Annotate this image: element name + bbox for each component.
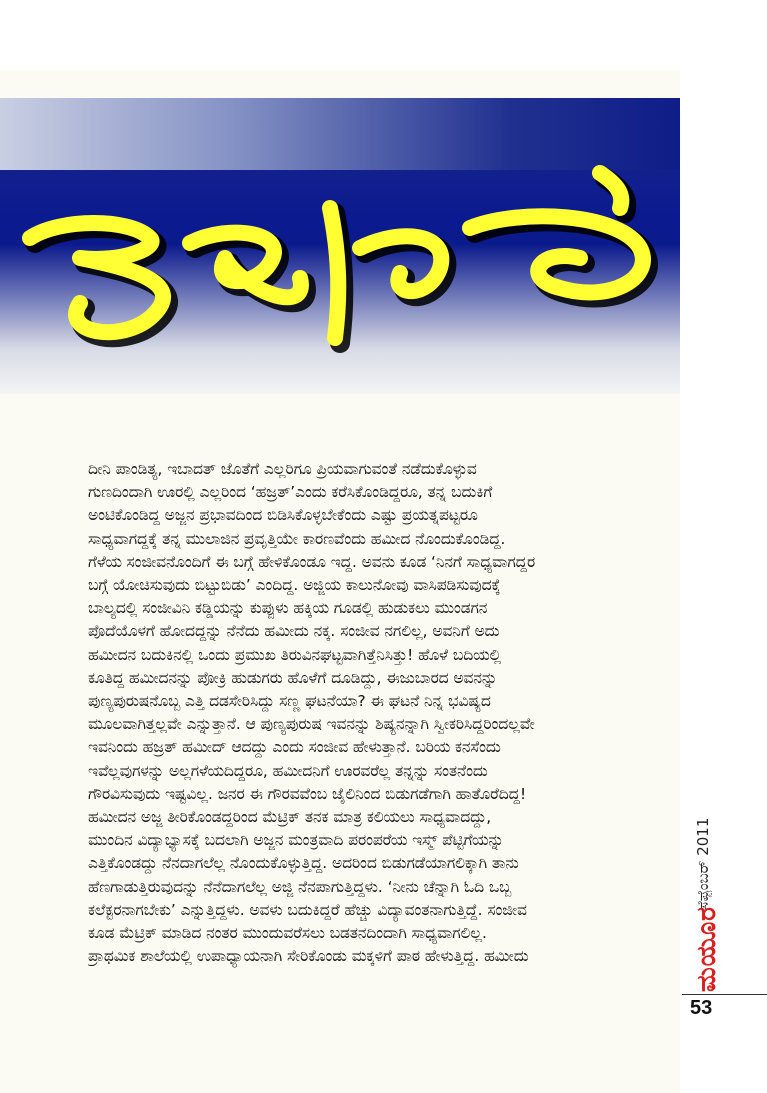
body-line: ಇವನಿಂದು ಹಜ್ರತ್ ಹಮೀದ್ ಆದದ್ದು ಎಂದು ಸಂಜೀವ ಹೇಳುತ್ತಾನೆ. ಬರಿಯ ಕನಸೆಂದು xyxy=(88,738,501,757)
article-body xyxy=(88,458,660,968)
body-line: ಹಮೀದನ ಬದುಕಿನಲ್ಲಿ ಒಂದು ಪ್ರಮುಖ ತಿರುವಿನಘಟ್ಟವಾಗಿತ್ತೆನಿಸಿತ್ತು! ಹೊಳೆ ಬದಿಯಲ್ಲಿ xyxy=(88,645,502,664)
page-number: 53 xyxy=(690,997,713,1019)
body-line: ಪೊದೆಯೊಳಗೆ ಹೋದದ್ದನ್ನು ನೆನೆದು ಹಮೀದು ನಕ್ಕ. ಸಂಜೀವ ನಗಲಿಲ್ಲ, ಅವನಿಗೆ ಅದು xyxy=(88,622,500,641)
body-line: ಇವೆಲ್ಲವುಗಳನ್ನು ಅಲ್ಲಗಳೆಯದಿದ್ದರೂ, ಹಮೀದನಿಗೆ ಊರವರೆಲ್ಲ ತನ್ನನ್ನು ಸಂತನೆಂದು xyxy=(88,761,488,780)
body-line: ಎತ್ತಿಕೊಂಡದ್ದು ನೆನದಾಗಲೆಲ್ಲ ನೊಂದುಕೊಳ್ಳುತ್ತಿದ್ದ. ಅದರಿಂದ ಬಿಡುಗಡೆಯಾಗಲಿಕ್ಕಾಗಿ ತಾನು xyxy=(88,854,519,873)
body-line: ಕಲೆಕ್ಟರನಾಗಬೇಕು’ ಎನ್ನುತ್ತಿದ್ದಳು. ಅವಳು ಬದುಕಿದ್ದರೆ ಹೆಚ್ಚು ವಿದ್ಯಾವಂತನಾಗುತ್ತಿದ್ದೆ. ಸಂಜೀವ xyxy=(88,900,527,919)
body-line: ಬಾಲ್ಯದಲ್ಲಿ ಸಂಜೀವಿನಿ ಕಡ್ಡಿಯನ್ನು ಕುಪ್ಪುಳು ಹಕ್ಕಿಯ ಗೂಡಲ್ಲಿ ಹುಡುಕಲು ಮುಂಡಗನ xyxy=(88,599,488,618)
magazine-logo: ಮಯೂರ xyxy=(692,906,722,992)
body-line: ಬಗ್ಗೆ ಯೋಚಿಸುವುದು ಬಿಟ್ಟುಬಿಡು’ ಎಂದಿದ್ದ. ಅಜ್ಜಿಯ ಕಾಲುನೋವು ವಾಸಿಪಡಿಸುವುದಕ್ಕೆ xyxy=(88,576,501,595)
body-line: ಕೂಡ ಮೆಟ್ರಿಕ್ ಮಾಡಿದ ನಂತರ ಮುಂದುವರೆಸಲು ಬಡತನದಿಂದಾಗಿ ಸಾಧ್ಯವಾಗಲಿಲ್ಲ. xyxy=(88,924,487,943)
body-line: ಗೆಳೆಯ ಸಂಜೀವನೊಂದಿಗೆ ಈ ಬಗ್ಗೆ ಹೇಳಿಕೊಂಡೂ ಇದ್ದ. ಅವನು ಕೂಡ ‘ನಿನಗೆ ಸಾಧ್ಯವಾಗದ್ದರ xyxy=(88,552,536,571)
body-line: ಸಾಧ್ಯವಾಗದ್ದಕ್ಕೆ ತನ್ನ ಮುಲಾಜಿನ ಪ್ರವೃತ್ತಿಯೇ ಕಾರಣವೆಂದು ಹಮೀದ ನೊಂದುಕೊಂಡಿದ್ದ. xyxy=(88,529,506,548)
body-line: ಗುಣದಿಂದಾಗಿ ಊರಲ್ಲಿ ಎಲ್ಲರಿಂದ ‘ಹಜ್ರತ್’ಎಂದು ಕರೆಸಿಕೊಂಡಿದ್ದರೂ, ತನ್ನ ಬದುಕಿಗೆ xyxy=(88,483,493,502)
page-number-rule xyxy=(682,994,767,995)
body-line: ಹೆಣಗಾಡುತ್ತಿರುವುದನ್ನು ನೆನೆದಾಗಲೆಲ್ಲ ಅಜ್ಜಿ ನೆನಪಾಗುತ್ತಿದ್ದಳು. ‘ನೀನು ಚೆನ್ನಾಗಿ ಓದಿ ಒಬ್ಬ xyxy=(88,877,512,896)
issue-date: ಸೆಪ್ಟೆಂಬರ್ 2011 xyxy=(694,817,712,910)
sidebar-masthead xyxy=(686,770,726,990)
body-line: ಪುಣ್ಯಪುರುಷನೊಬ್ಬ ಎತ್ತಿ ದಡಸೇರಿಸಿದ್ದು ಸಣ್ಣ ಘಟನೆಯಾ? ಈ ಘಟನೆ ನಿನ್ನ ಭವಿಷ್ಯದ xyxy=(88,692,491,711)
title-banner xyxy=(0,98,680,394)
body-line: ಕೂತಿದ್ದ ಹಮೀದನನ್ನು ಪೋಕ್ರಿ ಹುಡುಗರು ಹೊಳೆಗೆ ದೂಡಿದ್ದು, ಈಜುಬಾರದ ಅವನನ್ನು xyxy=(88,668,498,687)
body-line: ಅಂಟಿಕೊಂಡಿದ್ದ ಅಜ್ಜನ ಪ್ರಭಾವದಿಂದ ಬಿಡಿಸಿಕೊಳ್ಳಬೇಕೆಂದು ಎಷ್ಟು ಪ್ರಯತ್ನಪಟ್ಟರೂ xyxy=(88,506,478,525)
body-line: ದೀನಿ ಪಾಂಡಿತ್ಯ, ಇಬಾದತ್ ಜೊತೆಗೆ ಎಲ್ಲರಿಗೂ ಪ್ರಿಯವಾಗುವಂತೆ ನಡೆದುಕೊಳ್ಳುವ xyxy=(88,460,477,478)
body-line: ಪ್ರಾಥಮಿಕ ಶಾಲೆಯಲ್ಲಿ ಉಪಾಧ್ಯಾಯನಾಗಿ ಸೇರಿಕೊಂಡು ಮಕ್ಕಳಿಗೆ ಪಾಠ ಹೇಳುತ್ತಿದ್ದ. ಹಮೀದು xyxy=(88,947,529,966)
body-line: ಮೂಲವಾಗಿತ್ತಲ್ಲವೇ ಎನ್ನುತ್ತಾನೆ. ಆ ಪುಣ್ಯಪುರುಷ ಇವನನ್ನು ಶಿಷ್ಯನನ್ನಾಗಿ ಸ್ವೀಕರಿಸಿದ್ದರಿಂದಲ್ಲವೇ xyxy=(88,715,535,734)
body-line: ಮುಂದಿನ ವಿದ್ಯಾಭ್ಯಾಸಕ್ಕೆ ಬದಲಾಗಿ ಅಜ್ಜನ ಮಂತ್ರವಾದಿ ಪರಂಪರೆಯ ಇಸ್ಮ್ ಪೆಟ್ಟಿಗೆಯನ್ನು xyxy=(88,831,504,850)
title-lettering xyxy=(0,98,680,394)
body-line: ಗೌರವಿಸುವುದು ಇಷ್ಟವಿಲ್ಲ. ಜನರ ಈ ಗೌರವವೆಂಬ ಜೈಲಿನಿಂದ ಬಿಡುಗಡೆಗಾಗಿ ಹಾತೊರೆದಿದ್ದ! xyxy=(88,784,527,803)
body-line: ಹಮೀದನ ಅಜ್ಜ ತೀರಿಕೊಂಡದ್ದರಿಂದ ಮೆಟ್ರಿಕ್ ತನಕ ಮಾತ್ರ ಕಲಿಯಲು ಸಾಧ್ಯವಾದದ್ದು, xyxy=(88,808,492,827)
